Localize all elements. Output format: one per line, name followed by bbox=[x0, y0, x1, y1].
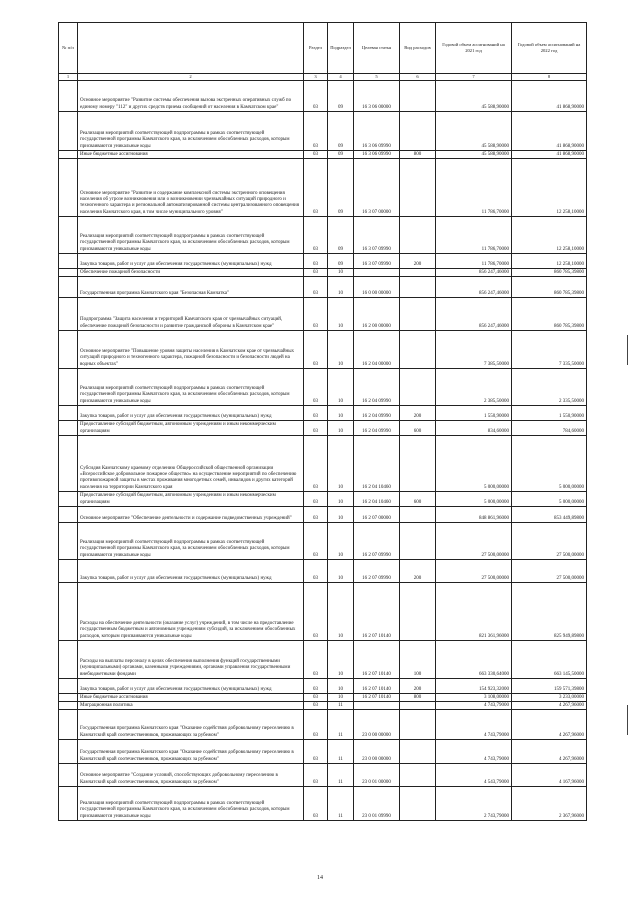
cell-name: Закупка товаров, работ и услуг для обеспечения государственных (муниципальных) нужд bbox=[78, 406, 304, 421]
table-row bbox=[59, 151, 587, 159]
cell-target: 16 3 07 00000 bbox=[354, 159, 400, 217]
cell-vol-2022: 853 449,89800 bbox=[512, 507, 587, 523]
cell-vol-2022: 4 267,96000 bbox=[512, 710, 587, 740]
cell-subsection: 10 bbox=[328, 277, 354, 298]
cell-subsection: 10 bbox=[328, 507, 354, 523]
cell-exp-type bbox=[400, 787, 436, 821]
cell-vol-2022: 27 500,00000 bbox=[512, 560, 587, 583]
cell-exp-type: 200 bbox=[400, 679, 436, 694]
table-row bbox=[59, 679, 587, 694]
cell-vol-2021: 4 743,79000 bbox=[436, 740, 512, 764]
cell-num bbox=[59, 298, 78, 331]
cell-exp-type bbox=[400, 277, 436, 298]
cell-subsection: 10 bbox=[328, 641, 354, 679]
cell-vol-2022: 12 258,10000 bbox=[512, 217, 587, 254]
cell-subsection: 11 bbox=[328, 764, 354, 787]
cell-vol-2022: 41 868,90000 bbox=[512, 81, 587, 112]
cell-vol-2021: 821 361,96000 bbox=[436, 583, 512, 641]
cell-section: 03 bbox=[304, 298, 328, 331]
cell-vol-2021: 834,60000 bbox=[436, 421, 512, 436]
column-number: 2 bbox=[78, 74, 304, 81]
cell-target: 16 2 04 09990 bbox=[354, 421, 400, 436]
cell-vol-2022: 5 000,00000 bbox=[512, 492, 587, 507]
cell-num bbox=[59, 421, 78, 436]
cell-target: 16 2 04 10460 bbox=[354, 492, 400, 507]
page-number: 14 bbox=[317, 875, 323, 881]
cell-subsection: 09 bbox=[328, 159, 354, 217]
cell-target bbox=[354, 269, 400, 277]
cell-vol-2022: 2 335,50000 bbox=[512, 369, 587, 406]
cell-name: Основное мероприятие "Повышение уровня защиты населения в Камчатском крае от чрезвычайных ситуаций природного и техногенного характера, пожарной безопасности и безопасности людей на водных объектах" bbox=[78, 331, 304, 369]
table-row bbox=[59, 764, 587, 787]
cell-vol-2021: 154 923,32000 bbox=[436, 679, 512, 694]
cell-vol-2021: 5 000,00000 bbox=[436, 492, 512, 507]
cell-exp-type bbox=[400, 764, 436, 787]
cell-vol-2022: 159 571,39800 bbox=[512, 679, 587, 694]
cell-name: Основное мероприятие "Развитие системы обеспечения вызова экстренных оперативных служб по единому номеру "112" и других средств приема сообщений от населения в Камчатском крае" bbox=[78, 81, 304, 112]
cell-section: 03 bbox=[304, 560, 328, 583]
cell-exp-type bbox=[400, 331, 436, 369]
cell-vol-2022: 2 367,96000 bbox=[512, 787, 587, 821]
cell-num bbox=[59, 492, 78, 507]
cell-subsection: 09 bbox=[328, 254, 354, 269]
cell-vol-2022: 860 785,39800 bbox=[512, 269, 587, 277]
cell-vol-2021: 856 247,46000 bbox=[436, 277, 512, 298]
cell-num bbox=[59, 112, 78, 151]
cell-target: 16 2 04 10460 bbox=[354, 436, 400, 492]
cell-num bbox=[59, 151, 78, 159]
cell-name: Реализация мероприятий соответствующей подпрограммы в рамках соответствующей государственной программы Камчатского края, за исключением обособленных расходов, которым присваиваются уникальные коды bbox=[78, 787, 304, 821]
cell-target: 23 0 00 00000 bbox=[354, 710, 400, 740]
cell-vol-2022: 860 785,39800 bbox=[512, 298, 587, 331]
cell-subsection: 11 bbox=[328, 740, 354, 764]
cell-vol-2022: 784,60000 bbox=[512, 421, 587, 436]
cell-section: 03 bbox=[304, 702, 328, 710]
column-number: 5 bbox=[354, 74, 400, 81]
cell-section: 03 bbox=[304, 406, 328, 421]
cell-vol-2021: 2 743,79000 bbox=[436, 787, 512, 821]
cell-name: Расходы на выплаты персоналу в целях обеспечения выполнения функций государственными (муниципальными) органами, казенными учреждениями, органами управления государственными внебюджетными фондами bbox=[78, 641, 304, 679]
cell-name: Предоставление субсидий бюджетным, автономным учреждениям и иным некоммерческим организациям bbox=[78, 421, 304, 436]
cell-section: 03 bbox=[304, 81, 328, 112]
cell-subsection: 11 bbox=[328, 710, 354, 740]
table-row bbox=[59, 710, 587, 740]
cell-vol-2022: 663 145,50000 bbox=[512, 641, 587, 679]
budget-table-sheet bbox=[58, 22, 586, 821]
cell-subsection: 09 bbox=[328, 217, 354, 254]
cell-vol-2021: 27 500,00000 bbox=[436, 523, 512, 560]
cell-exp-type bbox=[400, 159, 436, 217]
cell-vol-2021: 4 743,79000 bbox=[436, 702, 512, 710]
cell-vol-2021: 663 330,64000 bbox=[436, 641, 512, 679]
cell-name: Закупка товаров, работ и услуг для обеспечения государственных (муниципальных) нужд bbox=[78, 254, 304, 269]
cell-exp-type bbox=[400, 269, 436, 277]
cell-exp-type bbox=[400, 112, 436, 151]
cell-section: 03 bbox=[304, 421, 328, 436]
cell-subsection: 10 bbox=[328, 331, 354, 369]
cell-target: 16 2 07 10140 bbox=[354, 583, 400, 641]
cell-num bbox=[59, 369, 78, 406]
cell-exp-type: 200 bbox=[400, 560, 436, 583]
cell-section: 03 bbox=[304, 787, 328, 821]
table-row bbox=[59, 112, 587, 151]
cell-vol-2022: 860 785,39800 bbox=[512, 277, 587, 298]
cell-subsection: 10 bbox=[328, 492, 354, 507]
cell-section: 03 bbox=[304, 159, 328, 217]
cell-num bbox=[59, 507, 78, 523]
cell-vol-2021: 2 385,50000 bbox=[436, 369, 512, 406]
cell-vol-2021: 45 588,90000 bbox=[436, 81, 512, 112]
column-number: 8 bbox=[512, 74, 587, 81]
header-section: Раздел bbox=[304, 23, 328, 74]
column-number-row bbox=[59, 74, 587, 81]
cell-vol-2021: 45 588,90000 bbox=[436, 112, 512, 151]
table-row bbox=[59, 740, 587, 764]
cell-num bbox=[59, 694, 78, 702]
cell-num bbox=[59, 583, 78, 641]
cell-target: 16 2 07 00000 bbox=[354, 507, 400, 523]
cell-exp-type: 200 bbox=[400, 254, 436, 269]
cell-name: Закупка товаров, работ и услуг для обеспечения государственных (муниципальных) нужд bbox=[78, 560, 304, 583]
cell-exp-type: 100 bbox=[400, 641, 436, 679]
table-row bbox=[59, 702, 587, 710]
cell-section: 03 bbox=[304, 217, 328, 254]
cell-exp-type: 600 bbox=[400, 492, 436, 507]
cell-vol-2022: 1 550,90000 bbox=[512, 406, 587, 421]
table-row bbox=[59, 507, 587, 523]
cell-subsection: 10 bbox=[328, 523, 354, 560]
table-row bbox=[59, 406, 587, 421]
cell-section: 03 bbox=[304, 254, 328, 269]
cell-target: 16 2 04 09990 bbox=[354, 406, 400, 421]
cell-name: Реализация мероприятий соответствующей подпрограммы в рамках соответствующей государственной программы Камчатского края, за исключением обособленных расходов, которым присваиваются уникальные коды bbox=[78, 369, 304, 406]
cell-vol-2021: 5 000,00000 bbox=[436, 436, 512, 492]
cell-section: 03 bbox=[304, 641, 328, 679]
cell-name: Предоставление субсидий бюджетным, автономным учреждениям и иным некоммерческим организациям bbox=[78, 492, 304, 507]
cell-vol-2022: 4 267,96000 bbox=[512, 740, 587, 764]
cell-section: 03 bbox=[304, 277, 328, 298]
header-name bbox=[78, 23, 304, 74]
cell-name: Основное мероприятие "Создание условий, способствующих добровольному переселению в Камчатский край соотечественников, проживающих за рубежом" bbox=[78, 764, 304, 787]
cell-subsection: 09 bbox=[328, 81, 354, 112]
cell-vol-2022: 7 335,50000 bbox=[512, 331, 587, 369]
cell-num bbox=[59, 159, 78, 217]
cell-subsection: 10 bbox=[328, 298, 354, 331]
cell-vol-2021: 27 500,00000 bbox=[436, 560, 512, 583]
cell-num bbox=[59, 406, 78, 421]
cell-target: 16 3 06 09990 bbox=[354, 151, 400, 159]
cell-name: Реализация мероприятий соответствующей подпрограммы в рамках соответствующей государственной программы Камчатского края, за исключением обособленных расходов, которым присваиваются уникальные коды bbox=[78, 523, 304, 560]
cell-subsection: 10 bbox=[328, 679, 354, 694]
cell-num bbox=[59, 331, 78, 369]
cell-exp-type: 800 bbox=[400, 151, 436, 159]
cell-vol-2021: 11 786,70000 bbox=[436, 217, 512, 254]
cell-exp-type bbox=[400, 507, 436, 523]
cell-num bbox=[59, 277, 78, 298]
cell-vol-2021: 856 247,46000 bbox=[436, 298, 512, 331]
cell-vol-2021: 11 786,70000 bbox=[436, 254, 512, 269]
cell-vol-2022: 3 233,00000 bbox=[512, 694, 587, 702]
cell-section: 03 bbox=[304, 492, 328, 507]
cell-section: 03 bbox=[304, 369, 328, 406]
cell-num bbox=[59, 523, 78, 560]
cell-name: Реализация мероприятий соответствующей подпрограммы в рамках соответствующей государственной программы Камчатского края, за исключением обособленных расходов, которым присваиваются уникальные коды bbox=[78, 112, 304, 151]
cell-vol-2022: 4 267,96000 bbox=[512, 702, 587, 710]
cell-vol-2022: 41 868,90000 bbox=[512, 112, 587, 151]
table-row bbox=[59, 560, 587, 583]
cell-exp-type bbox=[400, 710, 436, 740]
cell-subsection: 10 bbox=[328, 369, 354, 406]
cell-vol-2021: 1 550,90000 bbox=[436, 406, 512, 421]
table-row bbox=[59, 159, 587, 217]
column-number: 1 bbox=[59, 74, 78, 81]
cell-name: Закупка товаров, работ и услуг для обеспечения государственных (муниципальных) нужд bbox=[78, 679, 304, 694]
cell-vol-2021: 3 108,00000 bbox=[436, 694, 512, 702]
table-row bbox=[59, 436, 587, 492]
cell-num bbox=[59, 641, 78, 679]
cell-num bbox=[59, 560, 78, 583]
cell-subsection: 10 bbox=[328, 421, 354, 436]
table-row bbox=[59, 254, 587, 269]
table-row bbox=[59, 81, 587, 112]
cell-name: Государственная программа Камчатского края "Оказание содействия добровольному переселению в Камчатский край соотечественников, проживающих за рубежом" bbox=[78, 740, 304, 764]
header-subsection: Подраздел bbox=[328, 23, 354, 74]
cell-subsection: 10 bbox=[328, 269, 354, 277]
cell-section: 03 bbox=[304, 523, 328, 560]
table-row bbox=[59, 694, 587, 702]
cell-name: Основное мероприятие "Обеспечение деятельности и содержание подведомственных учреждений" bbox=[78, 507, 304, 523]
cell-name: Государственная программа Камчатского края "Безопасная Камчатка" bbox=[78, 277, 304, 298]
cell-vol-2022: 27 500,00000 bbox=[512, 523, 587, 560]
cell-section: 03 bbox=[304, 269, 328, 277]
table-row bbox=[59, 298, 587, 331]
cell-vol-2021: 11 786,70000 bbox=[436, 159, 512, 217]
table-body bbox=[59, 81, 587, 821]
cell-name: Иные бюджетные ассигнования bbox=[78, 151, 304, 159]
cell-subsection: 09 bbox=[328, 151, 354, 159]
cell-target: 16 2 00 00000 bbox=[354, 298, 400, 331]
table-row bbox=[59, 492, 587, 507]
cell-name: Субсидия Камчатскому краевому отделению Общероссийской общественной организации «Всероссийское добровольное пожарное общество» на осуществление мероприятий по обеспечению противопожарной защиты в местах проживания многодетных семей, инвалидов и других категорий населения на территории Камчатского края bbox=[78, 436, 304, 492]
cell-vol-2022: 12 258,10000 bbox=[512, 159, 587, 217]
cell-target: 16 2 04 00000 bbox=[354, 331, 400, 369]
cell-target: 16 3 06 00000 bbox=[354, 81, 400, 112]
table-header-row bbox=[59, 23, 587, 74]
cell-subsection: 11 bbox=[328, 787, 354, 821]
cell-section: 03 bbox=[304, 694, 328, 702]
cell-exp-type bbox=[400, 740, 436, 764]
cell-num bbox=[59, 269, 78, 277]
cell-num bbox=[59, 436, 78, 492]
cell-num bbox=[59, 702, 78, 710]
cell-subsection: 10 bbox=[328, 694, 354, 702]
cell-target: 16 2 07 10140 bbox=[354, 694, 400, 702]
cell-target: 16 0 00 00000 bbox=[354, 277, 400, 298]
cell-target: 23 0 00 00000 bbox=[354, 740, 400, 764]
cell-section: 03 bbox=[304, 710, 328, 740]
cell-name: Иные бюджетные ассигнования bbox=[78, 694, 304, 702]
table-row bbox=[59, 217, 587, 254]
cell-target: 16 2 07 09990 bbox=[354, 523, 400, 560]
cell-name: Обеспечение пожарной безопасности bbox=[78, 269, 304, 277]
cell-vol-2021: 7 385,50000 bbox=[436, 331, 512, 369]
cell-target: 16 3 07 09990 bbox=[354, 254, 400, 269]
cell-section: 03 bbox=[304, 740, 328, 764]
cell-exp-type bbox=[400, 298, 436, 331]
cell-vol-2021: 4 543,79000 bbox=[436, 764, 512, 787]
cell-exp-type bbox=[400, 217, 436, 254]
cell-num bbox=[59, 217, 78, 254]
cell-section: 03 bbox=[304, 679, 328, 694]
cell-exp-type: 200 bbox=[400, 406, 436, 421]
cell-vol-2022: 4 167,96000 bbox=[512, 764, 587, 787]
cell-subsection: 10 bbox=[328, 406, 354, 421]
cell-target: 16 2 07 10140 bbox=[354, 679, 400, 694]
cell-target: 16 2 04 09990 bbox=[354, 369, 400, 406]
cell-vol-2021: 4 743,79000 bbox=[436, 710, 512, 740]
cell-vol-2022: 5 000,00000 bbox=[512, 436, 587, 492]
header-target: Целевая статья bbox=[354, 23, 400, 74]
scan-edge-mark bbox=[627, 705, 628, 735]
table-row bbox=[59, 641, 587, 679]
cell-subsection: 10 bbox=[328, 436, 354, 492]
column-number: 6 bbox=[400, 74, 436, 81]
cell-target: 16 3 07 09990 bbox=[354, 217, 400, 254]
cell-section: 03 bbox=[304, 583, 328, 641]
cell-name: Расходы на обеспечение деятельности (оказание услуг) учреждений, в том числе на предоставление государственным бюджетным и автономным учреждениям субсидий, за исключением обособленных расходов, которым присваиваются уникальные коды bbox=[78, 583, 304, 641]
cell-num bbox=[59, 710, 78, 740]
cell-exp-type bbox=[400, 369, 436, 406]
cell-subsection: 09 bbox=[328, 112, 354, 151]
cell-vol-2021: 856 247,46000 bbox=[436, 269, 512, 277]
budget-table bbox=[58, 22, 587, 821]
column-number: 7 bbox=[436, 74, 512, 81]
header-num: № п/п bbox=[59, 23, 78, 74]
cell-section: 03 bbox=[304, 112, 328, 151]
cell-exp-type bbox=[400, 523, 436, 560]
cell-target: 23 0 01 00000 bbox=[354, 764, 400, 787]
cell-target: 16 2 07 09990 bbox=[354, 560, 400, 583]
table-row bbox=[59, 421, 587, 436]
cell-target: 16 2 07 10140 bbox=[354, 641, 400, 679]
cell-name: Государственная программа Камчатского края "Оказание содействия добровольному переселению в Камчатский край соотечественников, проживающих за рубежом" bbox=[78, 710, 304, 740]
table-row bbox=[59, 523, 587, 560]
table-row bbox=[59, 583, 587, 641]
cell-exp-type: 800 bbox=[400, 694, 436, 702]
cell-name: Реализация мероприятий соответствующей подпрограммы в рамках соответствующей государственной программы Камчатского края, за исключением обособленных расходов, которым присваиваются уникальные коды bbox=[78, 217, 304, 254]
cell-vol-2022: 41 868,90000 bbox=[512, 151, 587, 159]
cell-section: 03 bbox=[304, 331, 328, 369]
column-number: 4 bbox=[328, 74, 354, 81]
cell-exp-type bbox=[400, 702, 436, 710]
cell-exp-type bbox=[400, 583, 436, 641]
header-vol-2022: Годовой объем ассигнований на 2022 год bbox=[512, 23, 587, 74]
cell-name: Миграционная политика bbox=[78, 702, 304, 710]
cell-section: 03 bbox=[304, 507, 328, 523]
column-number: 3 bbox=[304, 74, 328, 81]
cell-target: 16 3 06 09990 bbox=[354, 112, 400, 151]
table-row bbox=[59, 787, 587, 821]
cell-exp-type: 600 bbox=[400, 421, 436, 436]
cell-exp-type bbox=[400, 81, 436, 112]
cell-section: 03 bbox=[304, 764, 328, 787]
table-row bbox=[59, 269, 587, 277]
cell-section: 03 bbox=[304, 436, 328, 492]
header-vol-2021: Годовой объем ассигнований на 2021 год bbox=[436, 23, 512, 74]
cell-num bbox=[59, 764, 78, 787]
cell-num bbox=[59, 679, 78, 694]
cell-vol-2021: 45 588,90000 bbox=[436, 151, 512, 159]
cell-num bbox=[59, 740, 78, 764]
cell-num bbox=[59, 254, 78, 269]
scan-edge-mark bbox=[627, 335, 628, 365]
cell-vol-2021: 848 861,96000 bbox=[436, 507, 512, 523]
cell-num bbox=[59, 787, 78, 821]
cell-section: 03 bbox=[304, 151, 328, 159]
cell-subsection: 10 bbox=[328, 560, 354, 583]
cell-name: Подпрограмма "Защита населения и территорий Камчатского края от чрезвычайных ситуаций, обеспечение пожарной безопасности и развитие гражданской обороны в Камчатском крае" bbox=[78, 298, 304, 331]
cell-num bbox=[59, 81, 78, 112]
cell-name: Основное мероприятие "Развитие и содержание комплексной системы экстренного оповещения населения об угрозе возникновения или о возникновении чрезвычайных ситуаций природного и техногенного характера и региональной автоматизированной системы централизованного оповещения населения Камчатского края, в том числе муниципального уровня" bbox=[78, 159, 304, 217]
cell-target bbox=[354, 702, 400, 710]
cell-subsection: 11 bbox=[328, 702, 354, 710]
cell-target: 23 0 01 09990 bbox=[354, 787, 400, 821]
cell-subsection: 10 bbox=[328, 583, 354, 641]
table-row bbox=[59, 277, 587, 298]
table-row bbox=[59, 369, 587, 406]
cell-exp-type bbox=[400, 436, 436, 492]
header-exp-type: Вид расходов bbox=[400, 23, 436, 74]
cell-vol-2022: 825 949,89800 bbox=[512, 583, 587, 641]
cell-vol-2022: 12 258,10000 bbox=[512, 254, 587, 269]
table-row bbox=[59, 331, 587, 369]
